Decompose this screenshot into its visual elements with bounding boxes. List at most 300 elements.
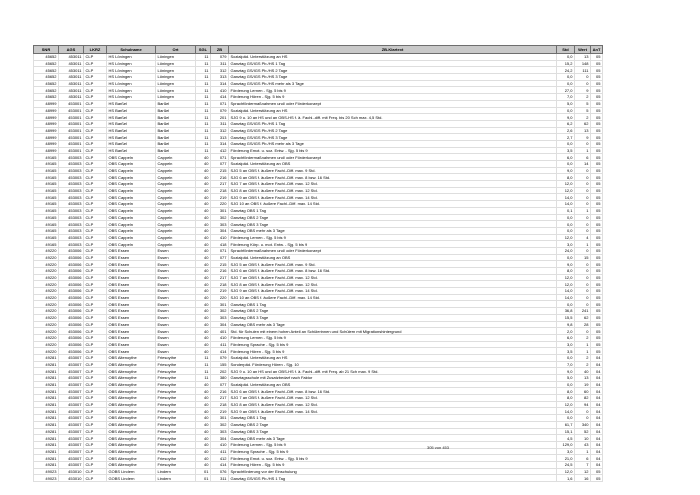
- table-row: [34, 207, 603, 214]
- cell-sgl: 01: [196, 468, 211, 475]
- cell-snr: 49165: [34, 154, 59, 161]
- cell-ort: Essen: [156, 281, 196, 288]
- cell-schulname: HS Barßel: [107, 140, 156, 147]
- cell-wert: 0: [575, 74, 591, 81]
- cell-sgl: 40: [196, 301, 211, 308]
- cell-ort: Cappeln: [156, 194, 196, 201]
- cell-snr: 49220: [34, 261, 59, 268]
- cell-lkrz: CLP: [84, 368, 107, 375]
- cell-zb: 220: [211, 201, 229, 208]
- cell-ort: Essen: [156, 288, 196, 295]
- cell-zb: 303: [211, 221, 229, 228]
- table-row: [34, 455, 603, 462]
- cell-snr: 49281: [34, 455, 59, 462]
- cell-lkrz: CLP: [84, 127, 107, 134]
- table-row: [34, 368, 603, 375]
- cell-sgl: 11: [196, 107, 211, 114]
- cell-snr: 49165: [34, 181, 59, 188]
- cell-std: 0,0: [557, 227, 575, 234]
- cell-sgl: 40: [196, 348, 211, 355]
- cell-zb: 216: [211, 268, 229, 275]
- cell-ort: Friesoythe: [156, 415, 196, 422]
- cell-lkrz: CLP: [84, 341, 107, 348]
- cell-std: 15,1: [557, 428, 575, 435]
- cell-snr: 49281: [34, 388, 59, 395]
- cell-ort: Friesoythe: [156, 408, 196, 415]
- cell-ags: 453006: [59, 328, 84, 335]
- cell-zb-klartext: Ganztag OBS 1 Tag: [229, 415, 557, 422]
- cell-ags: 453006: [59, 294, 84, 301]
- table-row: [34, 147, 603, 154]
- table-row: [34, 388, 603, 395]
- cell-snr: 49165: [34, 167, 59, 174]
- cell-zb: 076: [211, 468, 229, 475]
- cell-zb: 201: [211, 114, 229, 121]
- cell-wert: 0: [575, 328, 591, 335]
- cell-ags: 453011: [59, 60, 84, 67]
- cell-sgl: 40: [196, 181, 211, 188]
- cell-zb: 401: [211, 328, 229, 335]
- cell-snr: 49220: [34, 254, 59, 261]
- cell-ant: 05: [591, 194, 603, 201]
- cell-wert: 14: [575, 161, 591, 168]
- cell-wert: 4: [575, 234, 591, 241]
- cell-wert: 62: [575, 314, 591, 321]
- cell-ant: 05: [591, 314, 603, 321]
- cell-std: 0,0: [557, 381, 575, 388]
- table-row: [34, 401, 603, 408]
- cell-ort: Cappeln: [156, 221, 196, 228]
- cell-ort: Friesoythe: [156, 388, 196, 395]
- cell-zb-klartext: Ganztag GS/IGS Pb./HS 1 Tag: [229, 120, 557, 127]
- table-row: [34, 241, 603, 248]
- cell-zb-klartext: Sprachfördermaßnahmen und/ oder Förderkonzept: [229, 154, 557, 161]
- cell-ags: 453003: [59, 187, 84, 194]
- cell-zb: 418: [211, 241, 229, 248]
- cell-zb: 216: [211, 174, 229, 181]
- cell-wert: 0: [575, 167, 591, 174]
- cell-sgl: 11: [196, 100, 211, 107]
- cell-zb-klartext: Ganztag GS/IGS Pb./HS 1 Tag: [229, 475, 557, 482]
- cell-std: 12,0: [557, 281, 575, 288]
- cell-ags: 453007: [59, 441, 84, 448]
- table-row: [34, 87, 603, 94]
- cell-ags: 453001: [59, 134, 84, 141]
- cell-sgl: 40: [196, 334, 211, 341]
- table-row: [34, 140, 603, 147]
- cell-ags: 453007: [59, 361, 84, 368]
- cell-std: 3,5: [557, 147, 575, 154]
- cell-zb-klartext: Ganztag OBS 2 Tage: [229, 421, 557, 428]
- cell-snr: 49220: [34, 314, 59, 321]
- cell-wert: 0: [575, 281, 591, 288]
- cell-schulname: HS Löningen: [107, 87, 156, 94]
- cell-schulname: OBS Cappeln: [107, 181, 156, 188]
- cell-zb-klartext: Förderung Sprache - Sjg. 5 bis 9: [229, 341, 557, 348]
- cell-wert: 0: [575, 294, 591, 301]
- cell-sgl: 40: [196, 227, 211, 234]
- cell-sgl: 40: [196, 288, 211, 295]
- cell-schulname: HS Löningen: [107, 67, 156, 74]
- cell-wert: 9: [575, 134, 591, 141]
- cell-std: 12,0: [557, 468, 575, 475]
- cell-sgl: 40: [196, 314, 211, 321]
- cell-zb: 071: [211, 100, 229, 107]
- table-row: [34, 120, 603, 127]
- table-row: [34, 415, 603, 422]
- cell-zb: 217: [211, 395, 229, 402]
- cell-snr: 49281: [34, 381, 59, 388]
- cell-lkrz: CLP: [84, 334, 107, 341]
- cell-lkrz: CLP: [84, 201, 107, 208]
- cell-schulname: OBS Essen: [107, 294, 156, 301]
- cell-lkrz: CLP: [84, 361, 107, 368]
- table-row: [34, 181, 603, 188]
- column-header-zb: ZB: [211, 46, 229, 54]
- cell-zb: 314: [211, 80, 229, 87]
- cell-lkrz: CLP: [84, 408, 107, 415]
- cell-zb: 411: [211, 341, 229, 348]
- cell-ags: 453001: [59, 120, 84, 127]
- cell-lkrz: CLP: [84, 308, 107, 315]
- cell-zb: 301: [211, 301, 229, 308]
- table-row: [34, 167, 603, 174]
- cell-lkrz: CLP: [84, 87, 107, 94]
- cell-ags: 453007: [59, 421, 84, 428]
- cell-zb: 414: [211, 461, 229, 468]
- cell-ags: 453007: [59, 388, 84, 395]
- cell-snr: 49220: [34, 247, 59, 254]
- table-row: [34, 375, 603, 382]
- cell-ort: Lindern: [156, 468, 196, 475]
- cell-std: 36,8: [557, 308, 575, 315]
- cell-sgl: 40: [196, 154, 211, 161]
- cell-ags: 453003: [59, 181, 84, 188]
- cell-schulname: OBS Altenoythe: [107, 435, 156, 442]
- cell-std: 14,0: [557, 194, 575, 201]
- cell-wert: 19: [575, 381, 591, 388]
- cell-ant: 05: [591, 294, 603, 301]
- cell-lkrz: CLP: [84, 468, 107, 475]
- cell-ort: Barßel: [156, 134, 196, 141]
- cell-schulname: HS Barßel: [107, 147, 156, 154]
- cell-wert: 0: [575, 221, 591, 228]
- cell-lkrz: CLP: [84, 401, 107, 408]
- cell-schulname: OBS Altenoythe: [107, 448, 156, 455]
- table-row: [34, 421, 603, 428]
- cell-zb-klartext: SJG 6 an OBS f. äußere Fachl.-Diff. max. 8 bzw. 16 Std.: [229, 174, 557, 181]
- cell-lkrz: CLP: [84, 475, 107, 482]
- cell-zb: 304: [211, 321, 229, 328]
- cell-ags: 453006: [59, 247, 84, 254]
- table-row: [34, 194, 603, 201]
- cell-ant: 05: [591, 281, 603, 288]
- cell-schulname: OBS Cappeln: [107, 174, 156, 181]
- cell-snr: 49165: [34, 201, 59, 208]
- cell-zb-klartext: Ganztagsschule mit Zusatzbedarf nach Faktor: [229, 375, 557, 382]
- cell-ags: 453007: [59, 455, 84, 462]
- cell-schulname: HS Löningen: [107, 80, 156, 87]
- cell-schulname: OBS Cappeln: [107, 241, 156, 248]
- cell-ant: 05: [591, 60, 603, 67]
- cell-zb-klartext: Förderung Sprache - Sjg. 5 bis 9: [229, 448, 557, 455]
- cell-ant: 05: [591, 94, 603, 101]
- column-header-std: Std: [557, 46, 575, 54]
- cell-ant: 04: [591, 461, 603, 468]
- cell-zb-klartext: Ganztag GS/IGS Pb./HS 3 Tage: [229, 74, 557, 81]
- cell-sgl: 40: [196, 435, 211, 442]
- cell-snr: 49220: [34, 294, 59, 301]
- cell-wert: 43: [575, 441, 591, 448]
- cell-zb: 380: [211, 375, 229, 382]
- cell-ort: Essen: [156, 294, 196, 301]
- cell-snr: 49281: [34, 435, 59, 442]
- cell-ort: Essen: [156, 308, 196, 315]
- cell-wert: 340: [575, 421, 591, 428]
- cell-snr: 49220: [34, 274, 59, 281]
- cell-std: 7,0: [557, 94, 575, 101]
- cell-ant: 05: [591, 201, 603, 208]
- cell-zb-klartext: Sozialpäd. Unterstützung an OBS: [229, 254, 557, 261]
- cell-std: 14,0: [557, 201, 575, 208]
- cell-lkrz: CLP: [84, 395, 107, 402]
- cell-zb-klartext: SJG 5 an OBS f. äußere Fachl.-Diff. max. 9 Std.: [229, 167, 557, 174]
- cell-snr: 45652: [34, 54, 59, 61]
- cell-zb: 411: [211, 448, 229, 455]
- cell-ort: Cappeln: [156, 207, 196, 214]
- cell-lkrz: CLP: [84, 241, 107, 248]
- cell-schulname: OBS Altenoythe: [107, 415, 156, 422]
- cell-ort: Friesoythe: [156, 354, 196, 361]
- cell-ant: 04: [591, 448, 603, 455]
- cell-zb: 216: [211, 388, 229, 395]
- cell-ort: Essen: [156, 301, 196, 308]
- cell-ant: 05: [591, 321, 603, 328]
- cell-ags: 453010: [59, 468, 84, 475]
- table-row: [34, 221, 603, 228]
- cell-lkrz: CLP: [84, 154, 107, 161]
- cell-ant: 05: [591, 241, 603, 248]
- cell-wert: 0: [575, 140, 591, 147]
- cell-std: 3,0: [557, 341, 575, 348]
- cell-wert: 13: [575, 127, 591, 134]
- cell-ort: Cappeln: [156, 201, 196, 208]
- cell-sgl: 40: [196, 274, 211, 281]
- cell-zb: 079: [211, 354, 229, 361]
- cell-ags: 453003: [59, 161, 84, 168]
- cell-ant: 05: [591, 214, 603, 221]
- cell-ant: 04: [591, 441, 603, 448]
- cell-schulname: HS Barßel: [107, 134, 156, 141]
- cell-lkrz: CLP: [84, 74, 107, 81]
- cell-zb-klartext: SJG 9 u. 10 an HS und an OBS-HS f. ä. Fachl.-diff. mit Freq. ab 21 Sch max. 9 Std.: [229, 368, 557, 375]
- cell-zb: 314: [211, 140, 229, 147]
- cell-zb: 412: [211, 455, 229, 462]
- cell-lkrz: CLP: [84, 448, 107, 455]
- cell-snr: 45652: [34, 87, 59, 94]
- cell-std: 6,2: [557, 120, 575, 127]
- cell-ags: 453003: [59, 241, 84, 248]
- cell-wert: 2: [575, 354, 591, 361]
- cell-lkrz: CLP: [84, 301, 107, 308]
- cell-ags: 453003: [59, 221, 84, 228]
- cell-zb-klartext: SJG 9 u. 10 an HS und an OBS-HS f. ä. Fachl.-diff. mit Freq. bis 20 Sch max. 4,5 Std.: [229, 114, 557, 121]
- cell-snr: 49281: [34, 408, 59, 415]
- cell-snr: 49220: [34, 268, 59, 275]
- cell-schulname: OBS Essen: [107, 261, 156, 268]
- cell-ant: 05: [591, 161, 603, 168]
- cell-ort: Friesoythe: [156, 361, 196, 368]
- cell-ort: Cappeln: [156, 214, 196, 221]
- cell-ant: 05: [591, 234, 603, 241]
- cell-ant: 05: [591, 114, 603, 121]
- cell-snr: 45652: [34, 67, 59, 74]
- cell-schulname: HS Löningen: [107, 94, 156, 101]
- cell-ags: 453003: [59, 167, 84, 174]
- cell-sgl: 11: [196, 140, 211, 147]
- cell-schulname: HS Barßel: [107, 114, 156, 121]
- cell-ort: Barßel: [156, 147, 196, 154]
- cell-schulname: OBS Altenoythe: [107, 361, 156, 368]
- cell-wert: 6: [575, 154, 591, 161]
- cell-ort: Cappeln: [156, 234, 196, 241]
- cell-zb: 218: [211, 281, 229, 288]
- cell-ags: 453006: [59, 281, 84, 288]
- table-row: [34, 261, 603, 268]
- table-row: [34, 294, 603, 301]
- cell-wert: 111: [575, 67, 591, 74]
- cell-zb-klartext: Sonderpäd. Förderung Hören - Sjg. 10: [229, 361, 557, 368]
- cell-ort: Löningen: [156, 87, 196, 94]
- cell-schulname: OBS Essen: [107, 321, 156, 328]
- cell-ags: 453003: [59, 207, 84, 214]
- column-header-zb-klartext: ZB-Klartext: [229, 46, 557, 54]
- cell-snr: 48999: [34, 127, 59, 134]
- cell-ags: 453006: [59, 261, 84, 268]
- cell-std: 129,0: [557, 441, 575, 448]
- cell-snr: 49281: [34, 401, 59, 408]
- cell-ant: 05: [591, 348, 603, 355]
- cell-zb-klartext: SJG 5 an OBS f. äußere Fachl.-Diff. max. 9 Std.: [229, 261, 557, 268]
- cell-schulname: OBS Essen: [107, 308, 156, 315]
- cell-ags: 453006: [59, 254, 84, 261]
- cell-zb: 311: [211, 475, 229, 482]
- cell-snr: 49165: [34, 187, 59, 194]
- cell-zb: 312: [211, 127, 229, 134]
- cell-zb-klartext: Sprachförderung vor der Einschulung: [229, 468, 557, 475]
- cell-ags: 453003: [59, 174, 84, 181]
- cell-ags: 453001: [59, 100, 84, 107]
- cell-lkrz: CLP: [84, 428, 107, 435]
- cell-sgl: 40: [196, 388, 211, 395]
- cell-ort: Löningen: [156, 94, 196, 101]
- cell-lkrz: CLP: [84, 375, 107, 382]
- cell-snr: 49281: [34, 375, 59, 382]
- cell-wert: 241: [575, 308, 591, 315]
- cell-zb: 302: [211, 421, 229, 428]
- cell-std: 0,0: [557, 354, 575, 361]
- cell-snr: 49023: [34, 475, 59, 482]
- cell-zb: 218: [211, 401, 229, 408]
- cell-snr: 48999: [34, 107, 59, 114]
- cell-ort: Friesoythe: [156, 401, 196, 408]
- cell-zb-klartext: SJG 6 an OBS f. äußere Fachl.-Diff. max. 8 bzw. 16 Std.: [229, 388, 557, 395]
- cell-std: 15,2: [557, 60, 575, 67]
- cell-zb-klartext: SJG 9 an OBS f. äußere Fachl.-Diff. max. 14 Std.: [229, 194, 557, 201]
- cell-std: 2,7: [557, 134, 575, 141]
- cell-std: 0,0: [557, 107, 575, 114]
- cell-ant: 04: [591, 421, 603, 428]
- cell-ort: Cappeln: [156, 241, 196, 248]
- cell-ags: 453001: [59, 147, 84, 154]
- cell-ags: 453003: [59, 194, 84, 201]
- cell-ort: Barßel: [156, 100, 196, 107]
- cell-zb: 219: [211, 288, 229, 295]
- cell-std: 61,7: [557, 421, 575, 428]
- cell-wert: 5: [575, 107, 591, 114]
- cell-std: 0,0: [557, 254, 575, 261]
- cell-ags: 453007: [59, 354, 84, 361]
- cell-ort: Essen: [156, 268, 196, 275]
- cell-ort: Barßel: [156, 127, 196, 134]
- cell-zb: 414: [211, 94, 229, 101]
- cell-snr: 49165: [34, 241, 59, 248]
- cell-ant: 04: [591, 401, 603, 408]
- cell-lkrz: CLP: [84, 348, 107, 355]
- table-row: [34, 127, 603, 134]
- table-row: [34, 435, 603, 442]
- cell-wert: 2: [575, 334, 591, 341]
- cell-zb: 410: [211, 87, 229, 94]
- cell-std: 8,0: [557, 268, 575, 275]
- cell-zb: 303: [211, 314, 229, 321]
- cell-ags: 453006: [59, 314, 84, 321]
- cell-ort: Essen: [156, 334, 196, 341]
- cell-sgl: 40: [196, 261, 211, 268]
- cell-snr: 49281: [34, 361, 59, 368]
- cell-lkrz: CLP: [84, 281, 107, 288]
- table-row: [34, 234, 603, 241]
- cell-snr: 49165: [34, 214, 59, 221]
- cell-ags: 453001: [59, 107, 84, 114]
- table-row: [34, 54, 603, 61]
- cell-lkrz: CLP: [84, 227, 107, 234]
- cell-snr: 49220: [34, 334, 59, 341]
- cell-std: 12,0: [557, 274, 575, 281]
- cell-snr: 49165: [34, 227, 59, 234]
- cell-wert: 0: [575, 214, 591, 221]
- cell-sgl: 40: [196, 268, 211, 275]
- cell-wert: 15: [575, 254, 591, 261]
- cell-ant: 04: [591, 428, 603, 435]
- cell-ort: Barßel: [156, 114, 196, 121]
- cell-lkrz: CLP: [84, 207, 107, 214]
- cell-schulname: OBS Cappeln: [107, 214, 156, 221]
- column-header-wert: Wert: [575, 46, 591, 54]
- cell-ort: Cappeln: [156, 167, 196, 174]
- cell-schulname: OBS Cappeln: [107, 187, 156, 194]
- cell-sgl: 11: [196, 375, 211, 382]
- cell-ant: 05: [591, 301, 603, 308]
- table-row: [34, 348, 603, 355]
- cell-schulname: OBS Cappeln: [107, 207, 156, 214]
- cell-ant: 05: [591, 147, 603, 154]
- cell-sgl: 40: [196, 161, 211, 168]
- cell-ags: 453006: [59, 341, 84, 348]
- cell-zb: 077: [211, 254, 229, 261]
- cell-zb: 410: [211, 441, 229, 448]
- cell-ant: 05: [591, 107, 603, 114]
